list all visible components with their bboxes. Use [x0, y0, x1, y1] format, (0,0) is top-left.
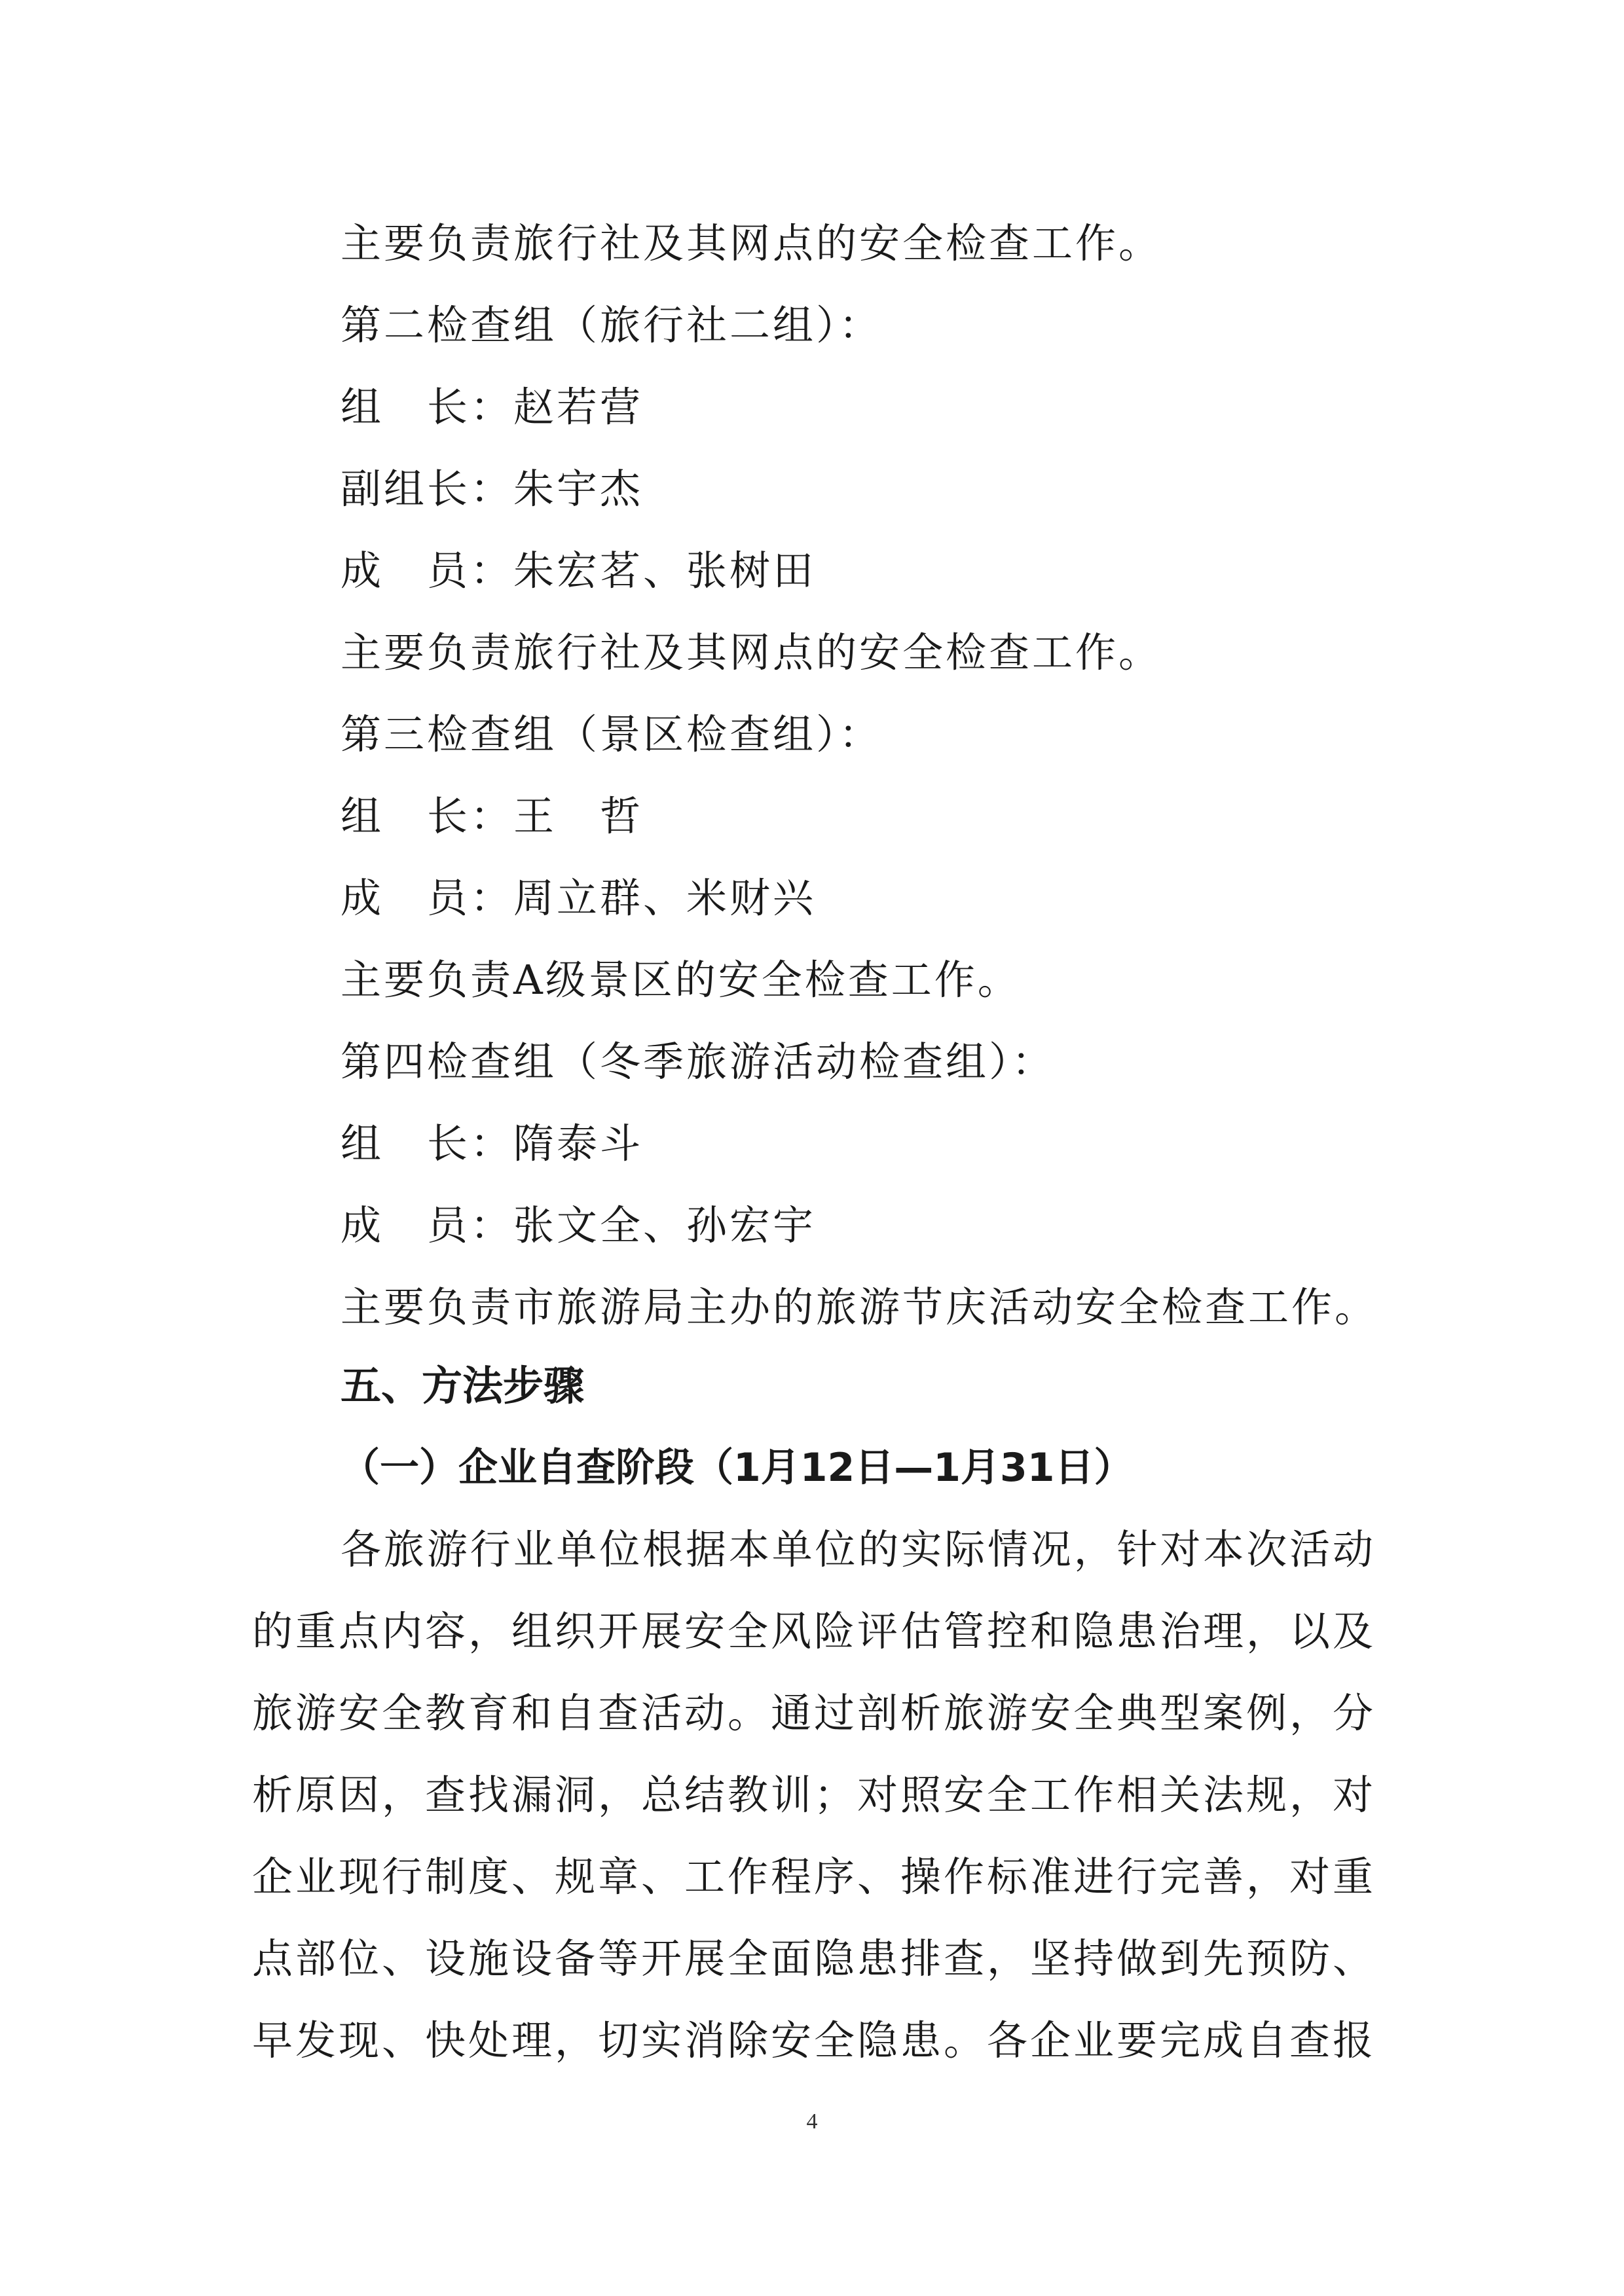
paragraph-line: 各旅游行业单位根据本单位的实际情况，针对本次活动: [341, 1525, 1373, 1573]
body-line: 组 长：隋泰斗: [341, 1120, 644, 1167]
group-heading: 第四检查组（冬季旅游活动检查组）：: [341, 1038, 1056, 1085]
body-line: 成 员：周立群、米财兴: [341, 874, 817, 922]
group-heading: 第三检查组（景区检查组）：: [341, 710, 883, 758]
body-line: 主要负责A级景区的安全检查工作。: [341, 956, 1021, 1004]
body-line: 主要负责市旅游局主办的旅游节庆活动安全检查工作。: [341, 1283, 1378, 1331]
page-number: 4: [806, 2109, 818, 2134]
paragraph-line: 企业现行制度、规章、工作程序、操作标准进行完善，对重: [252, 1853, 1373, 1901]
body-line: 组 长：赵若营: [341, 383, 644, 431]
paragraph-line: 旅游安全教育和自查活动。通过剖析旅游安全典型案例，分: [252, 1689, 1373, 1737]
subsection-heading: （一）企业自查阶段（1月12日—1月31日）: [341, 1445, 1134, 1491]
paragraph-line: 的重点内容，组织开展安全风险评估管控和隐患治理，以及: [252, 1607, 1373, 1655]
body-line: 组 长：王 哲: [341, 792, 644, 840]
body-line: 副组长：朱宇杰: [341, 465, 644, 513]
body-line: 主要负责旅行社及其网点的安全检查工作。: [341, 629, 1162, 676]
section-heading: 五、方法步骤: [341, 1362, 585, 1410]
paragraph-line: 早发现、快处理，切实消除安全隐患。各企业要完成自查报: [252, 2016, 1373, 2064]
body-line: 成 员：朱宏茗、张树田: [341, 547, 817, 594]
paragraph-line: 点部位、设施设备等开展全面隐患排查，坚持做到先预防、: [252, 1935, 1373, 1982]
body-line: 主要负责旅行社及其网点的安全检查工作。: [341, 219, 1162, 267]
paragraph-line: 析原因，查找漏洞，总结教训；对照安全工作相关法规，对: [252, 1771, 1373, 1819]
group-heading: 第二检查组（旅行社二组）：: [341, 301, 883, 349]
body-line: 成 员：张文全、孙宏宇: [341, 1201, 817, 1249]
